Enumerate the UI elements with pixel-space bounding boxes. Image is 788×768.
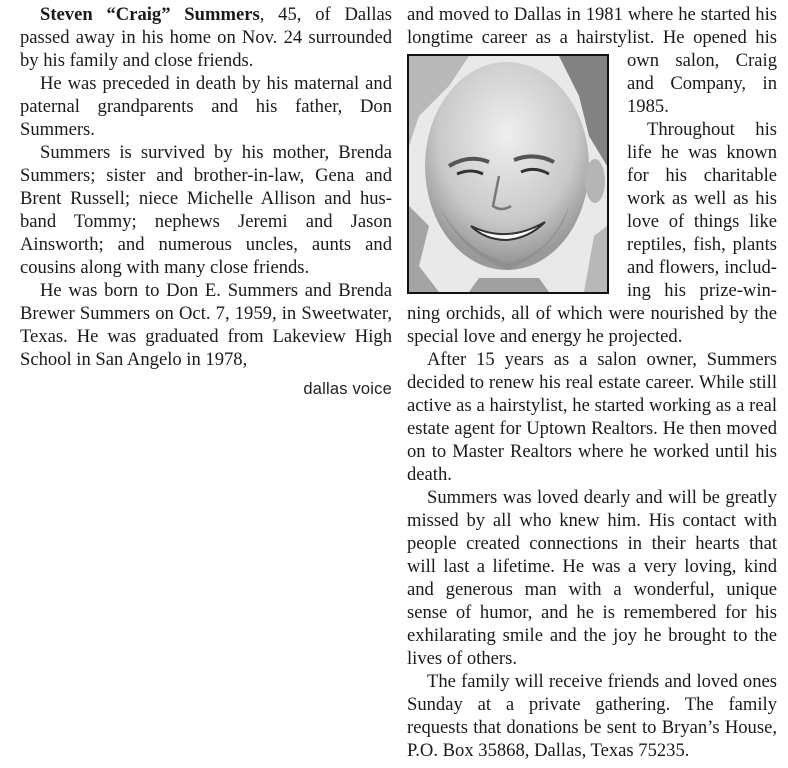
paragraph-moved-dallas-end: own salon, Craig and Company, in 1985. (627, 50, 777, 117)
publication-credit: dallas voice (303, 380, 392, 398)
deceased-name: Steven “Craig” Summers (40, 4, 260, 25)
intro-text: , 45, of Dallas passed away in his home on Nov. 24 surrounded by his family and close friends. (20, 4, 392, 71)
intro-paragraph (20, 3, 392, 72)
paragraph-born: He was born to Don E. Summers and Brenda Brewer Summers on Oct. 7, 1959, in Sweetwater, Texas. He was graduated from Lakeview High School in San Angelo in 1978, (20, 280, 392, 370)
paragraph-preceded: He was preceded in death by his maternal and paternal grandparents and his father, Don Summers. (20, 73, 392, 140)
right-paragraph: After 15 years as a salon owner, Summers decided to renew his real estate career. While still active as a hairstylist, he started working as a real estate agent for Uptown Realtors. He then moved on to Master Realtors where he worked until his death. (407, 349, 777, 485)
paragraph-moved-dallas-start: and moved to Dallas in 1981 where he started his longtime career as a hairstylist. He opened his (407, 4, 777, 48)
portrait-photo (407, 54, 609, 294)
right-paragraph: Summers was loved dearly and will be greatly missed by all who knew him. His contact with people created connections in their hearts that will last a lifetime. He was a very loving, kind and generous man with a wonderful, unique sense of humor, and he is remembered for his exhilarating smile and the joy he brought to the lives of others. (407, 487, 777, 669)
right-paragraph: The family will receive friends and loved ones Sunday at a private gathering. The family requests that donations be sent to Bryan’s House, P.O. Box 35868, Dallas, Texas 75235. (407, 671, 777, 761)
paragraph-survived: Summers is survived by his mother, Brenda Summers; sister and brother-in-law, Gena and Brent Russell; niece Michelle Allison and husband Tommy; nephews Jeremi and Jason Ainsworth; and numerous uncles, aunts and cousins along with many close friends. (20, 142, 392, 278)
portrait-image (409, 56, 607, 292)
left-column (20, 3, 392, 401)
right-paragraph: Throughout his life he was known for his charitable work as well as his love of things like reptiles, fish, plants and flowers, including his prize-winning orchids, all of which were nourished by the special love and energy he projected. (407, 119, 777, 347)
right-column (407, 3, 777, 762)
